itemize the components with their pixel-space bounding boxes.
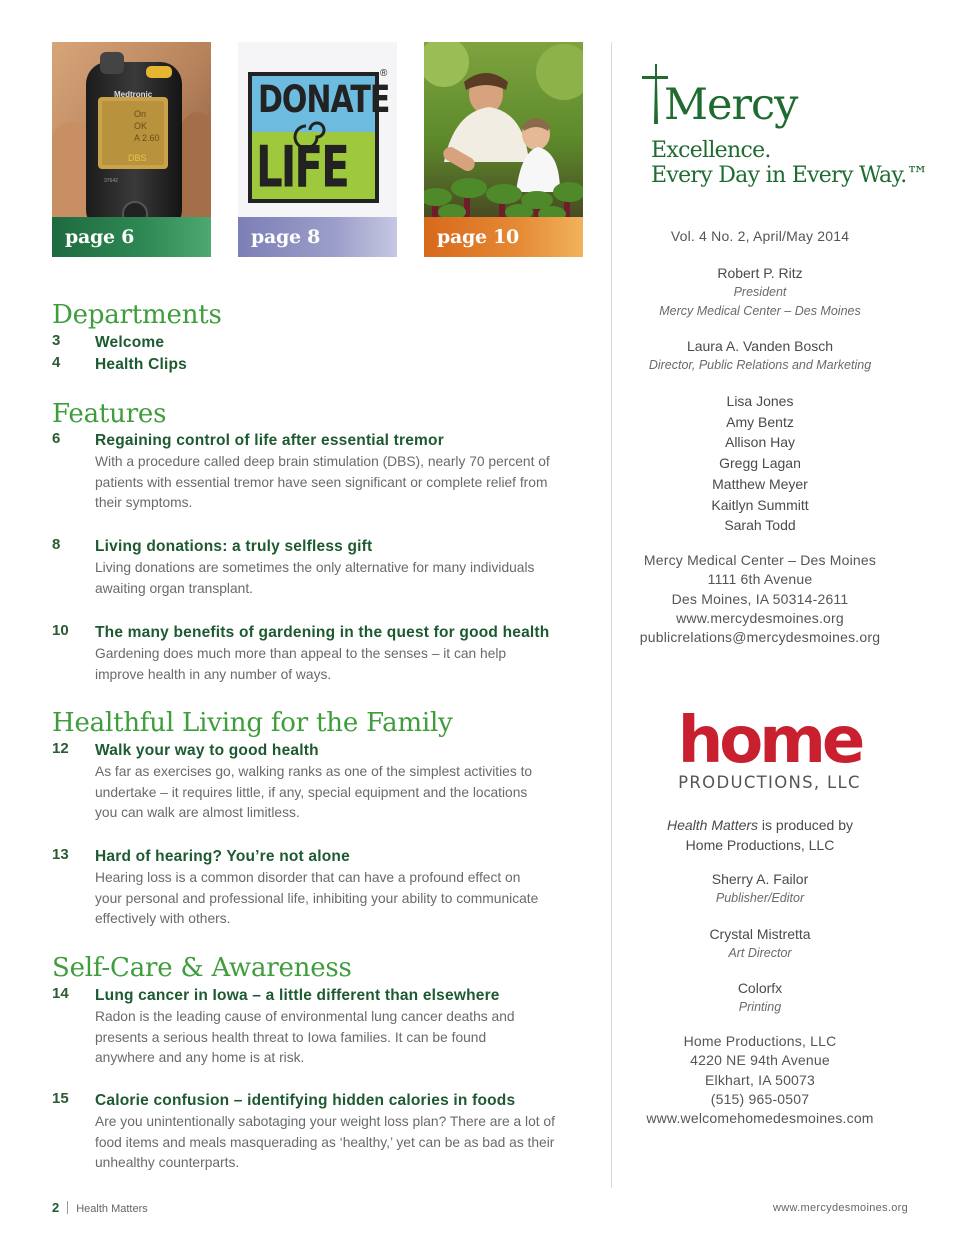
toc-description: As far as exercises go, walking ranks as one of the simplest activities to undertake – it requires little, if any, special equipment and the locations you can walk are almost limitless. bbox=[95, 764, 533, 821]
thumbnail-page-8[interactable] bbox=[238, 42, 397, 257]
staff-list: Lisa Jones Amy Bentz Allison Hay Gregg Lagan Matthew Meyer Kaitlyn Summitt Sarah Todd bbox=[711, 393, 809, 534]
device-brand: Medtronic bbox=[114, 90, 153, 99]
life-text: LIFE bbox=[256, 134, 348, 201]
home-subtitle: PRODUCTIONS, LLC bbox=[678, 773, 861, 792]
toc-entry[interactable] bbox=[52, 622, 592, 685]
section-title-healthful-living: Healthful Living for the Family bbox=[52, 708, 453, 738]
thumbnail-page-6[interactable] bbox=[52, 42, 211, 257]
toc-page-number: 13 bbox=[52, 846, 69, 863]
mercy-address: Mercy Medical Center – Des Moines 1111 6th Avenue Des Moines, IA 50314-2611 www.mercydesmoines.org publicrelations@mercydesmoines.org bbox=[612, 551, 908, 647]
toc-entry[interactable] bbox=[52, 740, 592, 824]
toc-entry[interactable] bbox=[52, 985, 592, 1069]
section-title-self-care: Self-Care & Awareness bbox=[52, 953, 352, 983]
home-wordmark: home bbox=[677, 704, 862, 778]
toc-description: Hearing loss is a common disorder that can have a profound effect on your personal and professional life, inhibiting your ability to communicate effectively with others. bbox=[95, 870, 539, 927]
toc-entry[interactable] bbox=[52, 846, 592, 930]
toc-description: Gardening does much more than appeal to the senses – it can help improve health in any number of ways. bbox=[95, 646, 507, 682]
art-director-credit bbox=[612, 924, 908, 963]
mercy-email-link[interactable]: publicrelations@mercydesmoines.org bbox=[639, 629, 881, 646]
footer-separator bbox=[67, 1201, 68, 1214]
thumbnail-page-10[interactable] bbox=[424, 42, 583, 257]
home-website-link[interactable]: www.welcomehomedesmoines.com bbox=[646, 1110, 874, 1127]
publisher-name: Sherry A. Failor bbox=[711, 871, 809, 887]
toc-entry[interactable] bbox=[52, 1090, 592, 1174]
device-label: DBS bbox=[128, 153, 147, 163]
director-title: Director, Public Relations and Marketing bbox=[648, 358, 872, 372]
toc-heading: Lung cancer in Iowa – a little different than elsewhere bbox=[95, 987, 500, 1004]
device-screen-text: On OK A 2.60 bbox=[134, 109, 160, 143]
section-title-features: Features bbox=[52, 399, 167, 429]
toc-heading: Hard of hearing? You’re not alone bbox=[95, 848, 350, 865]
toc-entry[interactable] bbox=[52, 332, 592, 354]
device-model: 37642 bbox=[104, 178, 118, 184]
president-credit bbox=[612, 263, 908, 321]
art-director-name: Crystal Mistretta bbox=[709, 926, 811, 942]
volume-info: Vol. 4 No. 2, April/May 2014 bbox=[670, 228, 850, 244]
printing-title: Printing bbox=[738, 1000, 782, 1014]
toc-page-number: 6 bbox=[52, 430, 61, 447]
toc-page-number: 3 bbox=[52, 332, 61, 349]
toc-page-number: 12 bbox=[52, 740, 69, 757]
director-name: Laura A. Vanden Bosch bbox=[686, 338, 834, 354]
thumbnail-caption: page 8 bbox=[238, 217, 397, 257]
toc-page-number: 4 bbox=[52, 354, 61, 371]
thumbnail-caption: page 6 bbox=[52, 217, 211, 257]
printing-name: Colorfx bbox=[737, 980, 783, 996]
toc-description: Radon is the leading cause of environmental lung cancer deaths and presents a serious health threat to Iowa families. It can be found anywhere and any home is at risk. bbox=[95, 1009, 515, 1066]
toc-heading: Living donations: a truly selfless gift bbox=[95, 538, 373, 555]
mercy-tagline-2: Every Day in Every Way.™ bbox=[651, 163, 928, 188]
footer-url[interactable]: www.mercydesmoines.org bbox=[773, 1202, 908, 1214]
toc-description: Are you unintentionally sabotaging your weight loss plan? There are a lot of food items and meals masquerading as ‘healthy,’ yet can be as bad as their unhealthy counterparts. bbox=[95, 1114, 555, 1171]
toc-description: With a procedure called deep brain stimulation (DBS), nearly 70 percent of patients with essential tremor have seen significant or complete relief from their symptoms. bbox=[95, 454, 550, 511]
toc-heading: Health Clips bbox=[95, 356, 187, 373]
mercy-wordmark: Mercy bbox=[664, 80, 798, 130]
footer-page-number: 2 bbox=[52, 1200, 60, 1215]
footer-publication: Health Matters bbox=[76, 1203, 148, 1215]
toc-heading: The many benefits of gardening in the quest for good health bbox=[95, 624, 550, 641]
toc-page-number: 14 bbox=[52, 985, 69, 1002]
toc-page-number: 10 bbox=[52, 622, 69, 639]
mercy-tagline-1: Excellence. bbox=[651, 138, 771, 163]
donate-text: DONATE bbox=[258, 78, 390, 122]
toc-heading: Welcome bbox=[95, 334, 165, 351]
thumbnail-caption: page 10 bbox=[424, 217, 583, 257]
toc-entry[interactable] bbox=[52, 536, 592, 599]
toc-page-number: 15 bbox=[52, 1090, 69, 1107]
toc-heading: Walk your way to good health bbox=[95, 742, 319, 759]
president-name: Robert P. Ritz bbox=[717, 265, 803, 281]
publisher-title: Publisher/Editor bbox=[715, 891, 805, 905]
printing-credit bbox=[612, 978, 908, 1017]
publication-name: Health Matters bbox=[667, 817, 759, 833]
mercy-website-link[interactable]: www.mercydesmoines.org bbox=[676, 609, 844, 626]
home-address: Home Productions, LLC 4220 NE 94th Avenue Elkhart, IA 50073 (515) 965-0507 www.welcomehomedesmoines.com bbox=[612, 1032, 908, 1128]
home-productions-logo bbox=[672, 704, 867, 798]
production-credit: Health Matters is produced by Home Productions, LLC bbox=[667, 817, 853, 853]
section-title-departments: Departments bbox=[52, 300, 222, 330]
toc-heading: Regaining control of life after essential tremor bbox=[95, 432, 444, 449]
director-credit bbox=[612, 336, 908, 375]
toc-page-number: 8 bbox=[52, 536, 61, 553]
toc-entry[interactable] bbox=[52, 354, 592, 376]
art-director-title: Art Director bbox=[728, 946, 792, 960]
toc-heading: Calorie confusion – identifying hidden calories in foods bbox=[95, 1092, 516, 1109]
toc-entry[interactable] bbox=[52, 430, 592, 514]
publisher-credit bbox=[612, 869, 908, 908]
toc-description: Living donations are sometimes the only alternative for many individuals awaiting organ transplant. bbox=[95, 560, 535, 596]
president-title: President bbox=[733, 285, 787, 299]
footer-page-info bbox=[52, 1200, 148, 1215]
registered-mark: ® bbox=[380, 68, 388, 79]
mercy-logo bbox=[636, 62, 928, 192]
president-organization: Mercy Medical Center – Des Moines bbox=[659, 304, 861, 318]
